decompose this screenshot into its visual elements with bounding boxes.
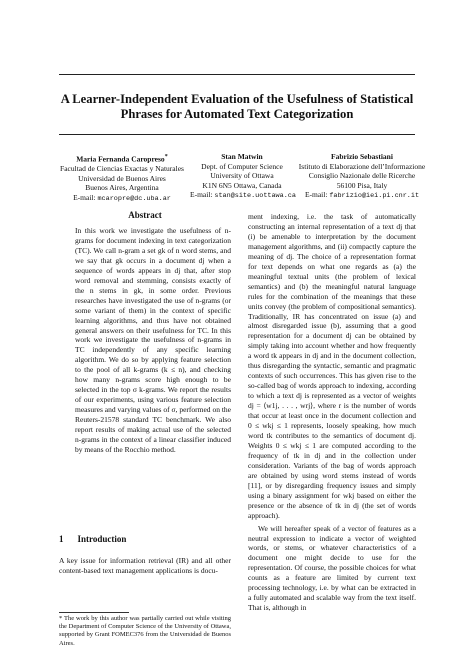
email-label: E-mail: — [73, 192, 96, 202]
author-2 — [190, 152, 294, 202]
paper-title: A Learner-Independent Evaluation of the Usefulness of Statistical Phrases for Automated Text Categorization — [60, 92, 414, 121]
author-email: mcaropre@dc.uba.ar — [97, 194, 171, 203]
affiliation-line: Universidad de Buenos Aires — [78, 173, 166, 183]
author-name: Stan Matwin — [221, 152, 263, 161]
author-block — [40, 152, 434, 203]
section-heading — [59, 534, 140, 544]
affiliation-line: 56100 Pisa, Italy — [336, 180, 388, 190]
abstract-text: In this work we investigate the usefulness of n-grams for document indexing in text categorization (TC). We call n-gram a set gk of n word stems, and we say that gk occurs in a document dj when a sequence of words appears in dj that, after stop word removal and stemming, consists exactly of the n stems in gk, in some order. Previous researches have investigated the use of n-grams (or some variant of them) in the context of specific learning algorithms, and thus have not obtained general answers on their usefulness for TC. In this work we investigate the usefulness of n-grams in TC independently of any specific learning algorithm. We do so by applying feature selection to the pool of all k-grams (k ≤ n), and checking how many n-grams score high enough to be selected in the top σ k-grams. We report the results of our experiments, using various feature selection measures and varying values of σ, performed on the Reuters-21578 standard TC benchmark. We also report results of making actual use of the selected n-grams in the context of a linear classifier induced by means of the Rocchio method. — [75, 226, 231, 454]
section-number: 1 — [59, 534, 64, 544]
affiliation-line: Consiglio Nazionale delle Ricerche — [308, 171, 416, 181]
abstract-heading: Abstract — [128, 210, 162, 220]
intro-left-column — [59, 556, 231, 576]
email-label: E-mail: — [304, 190, 328, 200]
top-rule — [59, 74, 415, 75]
author-email: fabrizio@iei.pi.cnr.it — [329, 192, 420, 201]
right-column — [248, 212, 416, 613]
affiliation-line: University of Ottawa — [210, 171, 274, 181]
author-name: Maria Fernanda Caropreso — [76, 154, 165, 164]
right-paragraph-2: We will hereafter speak of a vector of features as a neutral expression to indicate a vector of weighted words, or stems, or whatever characteristics of a document one might decide to use for the representation. Of course, the possible choices for what counts as a feature are limited by current text processing technology, i.e. by what can be extracted in a fully automated and scalable way from the text itself. That is, although in — [248, 523, 416, 613]
author-3 — [296, 152, 428, 202]
affiliation-line: Facultad de Ciencias Exactas y Naturales — [60, 164, 184, 174]
affiliation-line: Dept. of Computer Science — [201, 161, 283, 171]
intro-paragraph: A key issue for information retrieval (IR) and all other content-based text management applications is docu- — [59, 556, 231, 575]
footnote: * The work by this author was partially carried out while visiting the Department of Computer Science of the University of Ottawa, supported by Grant FOMEC376 from the Universidad de Buenos Aires. — [59, 615, 231, 647]
footnote-rule — [59, 612, 129, 613]
right-paragraph-1: ment indexing, i.e. the task of automatically constructing an internal representation of a text dj that (i) be amenable to interpretation by the document management algorithms, and (ii) compactly capture the meaning of dj. The choice of a representation format for text depends on what one regards as (a) the meaningful textual units (the problem of lexical semantics) and (b) the meaningful natural language rules for the combination of the meanings that these units convey (the problem of compositional semantics). Traditionally, IR has concentrated on issue (a) and almost disregarded issue (b), assuming that a good representation for a document dj can be obtained by simply taking into account whether and how frequently a word tk appears in dj and in the document collection, thus disregarding the syntactic, semantic and pragmatic contexts of such occurrences. This has given rise to the so-called bag of words approach to indexing, according to which a text dj is represented as a vector of weights dj = ⟨w1j, . . . , wrj⟩, where r is the number of words that occur at least once in the document collection and 0 ≤ wkj ≤ 1 represents, loosely speaking, how much word tk contributes to the semantics of document dj. Weights 0 ≤ wkj ≤ 1 are computed according to the frequency of tk in dj and in the collection under consideration. Variants of the bag of words approach are obtained by using word stems instead of words [11], or by disregarding frequency issues and simply using a binary assignment for wkj based on either the presence or the absence of tk in dj (the set of words approach). — [248, 212, 416, 520]
title-rule — [59, 134, 415, 135]
author-name: Fabrizio Sebastiani — [331, 152, 393, 161]
affiliation-line: Istituto di Elaborazione dell’Informazione — [298, 161, 426, 171]
section-title: Introduction — [77, 534, 127, 544]
affiliation-line: K1N 6N5 Ottawa, Canada — [202, 180, 282, 190]
abstract-body — [75, 226, 231, 455]
author-1 — [52, 152, 192, 204]
author-mark: * — [164, 153, 168, 160]
affiliation-line: Buenos Aires, Argentina — [85, 183, 159, 193]
author-email: stan@site.uottawa.ca — [214, 192, 296, 201]
email-label: E-mail: — [190, 190, 213, 200]
